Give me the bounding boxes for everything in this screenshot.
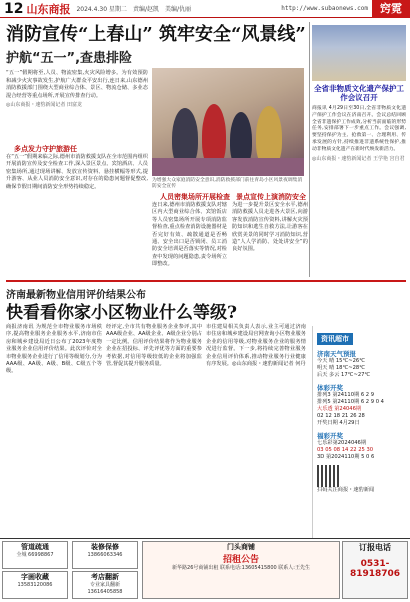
hotline-number: 0531-81918706 [349,559,401,579]
editor-credit: 责编/赵凯 [132,6,159,13]
subscription-hotline[interactable] [342,541,408,599]
right-story-photo [312,25,406,81]
qr-caption: 扫码关注商报・速豹新闻 [317,487,375,493]
website-url[interactable]: http://www.subaonews.com [281,5,368,12]
section2-title: 人员密集场所开展检查 [160,193,230,201]
section-divider [6,280,406,282]
issue-date: 2024.4.30 星期二 [76,6,127,13]
classified-ads [0,538,410,602]
ad-title: 管道疏通 [21,543,49,551]
weather-line: 后天 多云 17℃~27℃ [317,372,371,378]
welfare-line: 03 05 08 14 22 25 30 [317,447,374,453]
section3-title: 景点宣传上演消防安全 [236,193,306,201]
lead-body: “五一”假期将至,人员、物流密集,火灾风险增多。为有效预防和减少火灾事故发生,护航广大群众平安出行,连日来,山东德州消防救援部门围绕大型商业综合体、景区、物流仓储、多业态混合经营等重点场所,开展宣传排查行动。 [6,70,148,99]
section3-body: 为进一步提升景区安全水平,德州消防救援人员走进各大景区,向游客发放消防宣传资料,讲解火灾预防知识和逃生自救方法,让游客在欣赏美景的同时学习消防知识,营造“人人学消防、处处讲安全”的良好氛围。 [232,202,308,253]
lead-body-column [6,70,148,110]
ad-title: 字画收藏 [21,573,49,581]
ad-phone: 全城 66998867 [16,552,54,558]
lead-headline: 消防宣传“上春山” 筑牢安全“风景线” [6,24,306,45]
page-number: 12 [4,0,24,17]
right-story-byline: ◎山东商报・速豹新闻记者 王学艳 宫自君 [312,155,405,162]
lottery-line: 排列3 第24110期 6 2 9 [317,392,375,398]
ad-pipe-cleaning[interactable] [2,541,68,569]
story2-column-2: 经评定,全市共有物业服务企业参评,其中AAA级企业、AA级企业、A级企业分别占一定比例。信用评价结果将作为物业服务企业在招投标、评先评优等方面的重要参考依据,对信用等级较低的企业将加强监管,督促其提升服务质量。 [106,324,202,368]
column-divider [309,22,310,277]
ad-shop-rental[interactable] [142,541,340,599]
lead-photo-caption: 为增强大众家庭消防安全意识,消防救援部门前往青岛小区风景夜调集消防安全宣传 [152,178,303,189]
lottery-line: 02 12 18 21 26 28 [317,413,365,419]
story2-column-3: 市住建局相关负责人表示,业主可通过济南市住房和城乡建设局官网查询小区物业服务企业的信用等级,对物业服务企业的服务情况进行监督。下一步,将持续完善物业服务企业信用评价体系,推动物业服务行业健康有序发展。◎山东商报・速豹新闻记者 何丹 [206,324,306,368]
right-story-headline: 全省非物质文化遗产保护工作会议召开 [314,84,404,102]
right-story-body: 商报讯 4月29日至30日,全省非物质文化遗产保护工作会议在济南召开。会议总结回顾全省非遗保护工作成效,分析当前面临的形势任务,安排部署下一步重点工作。会议强调,要坚持保护为主、抢救第一、合理利用、传承发展的方针,持续推进非遗系统性保护,推动非物质文化遗产在新时代焕发新活力。 [312,106,406,152]
ad-phone: 13583120086 [17,582,53,588]
ad-body: 新华路26号商铺出租 联系电话:13605415800 联系人:王先生 [172,565,310,571]
weather-title: 济南天气预报 [317,350,356,358]
lottery-line: 大乐透 第24046期 [317,406,362,412]
hotline-label: 订报电话 [359,543,391,552]
story2-column-1: 商报济南讯 为规范全市物业服务市场秩序,提高物业服务企业服务水平,济南市住房和城乡建设局近日公布了2023年度物业服务企业信用评价结果。此次评价对全市物业服务企业进行了信用等级划分,分为AAA级、AA级、A级、B级、C级五个等级。 [6,324,102,375]
weather-line: 今天 晴 15℃~26℃ [317,358,366,364]
welfare-line: 七乐彩第2024046期 [317,440,367,446]
column-label: 窍霓 [372,0,410,18]
ad-phone: 13866063346 [87,552,123,558]
ad-furniture-refurbish[interactable] [72,571,138,599]
story2-kicker: 济南最新物业信用评价结果公布 [6,290,146,301]
designer-credit: 美编/仇丽 [164,6,191,13]
lottery-line: 开奖日期 4月29日 [317,420,360,426]
weather-line: 明天 晴 18℃~28℃ [317,365,366,371]
lottery-line: 排列5 第24110期 6 2 9 0 4 [317,399,384,405]
lead-subhead: 护航“五一”,查患排险 [6,51,133,66]
lottery-title: 体彩开奖 [317,384,343,392]
lead-photo [152,68,304,176]
section1-body: 在“五一”假期来临之际,德州市消防救援支队在全市范围内组织开展消防宣传及安全检查工作,深入景区景点、宾馆酒店、人员密集场所,通过现场讲解、发放宣传资料、悬挂横幅等形式,提升游客、从业人员消防安全意识,对存在的隐患问题督促整改,确保节假日期间消防安全形势持续稳定。 [6,154,148,190]
section1-title: 多点发力守护旅游任 [14,145,77,153]
info-sidebar [312,326,406,538]
paper-name: 山东商报 [26,2,71,16]
masthead [0,0,410,18]
welfare-line: 3D 第2024110期 5 0 6 [317,454,375,460]
welfare-title: 福彩开奖 [317,432,343,440]
ad-title: 门头商铺 [227,543,255,551]
info-heading: 资讯超市 [317,333,353,345]
ad-calligraphy[interactable] [2,571,68,599]
ad-phone: 专业家具翻新 13616405858 [87,582,123,595]
ad-title: 装修保修 [91,543,119,551]
ad-renovation[interactable] [72,541,138,569]
story2-headline: 快看看你家小区物业什么等级? [6,303,237,323]
section2-body: 连日来,德州市消防救援支队对辖区内大型商业综合体、宾馆饭店等人员密集场所开展专项消防监督检查,重点检查消防设施器材是否完好有效、疏散通道是否畅通、安全出口是否锁闭、员工消防安全培训是否落实等情况,对检查中发现的问题隐患,责令场所立即整改。 [152,202,227,268]
lead-byline: ◎山东商报・速豹新闻记者 田富龙 [6,102,82,108]
ad-title: 考店翻新 [91,573,119,581]
ad-subtitle: 招租公告 [222,555,259,565]
qr-code-icon[interactable] [317,465,339,487]
right-story-body-column [312,106,406,162]
